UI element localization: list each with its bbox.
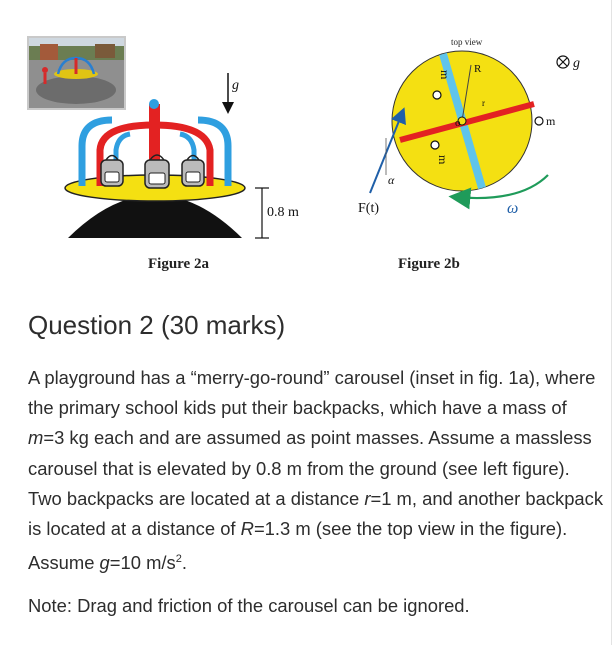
top-view-label: top view bbox=[451, 37, 483, 47]
radius-R-label: R bbox=[474, 63, 482, 75]
symbol-m: m bbox=[28, 427, 44, 449]
origin-label: o bbox=[455, 117, 461, 129]
backpack-icon bbox=[182, 156, 204, 187]
height-dimension-label: 0.8 m bbox=[267, 205, 299, 220]
symbol-R: R bbox=[240, 518, 254, 540]
omega-label: ω bbox=[507, 200, 519, 217]
carousel-top-view bbox=[358, 37, 580, 217]
question-text-part: A playground has a “merry-go-round” carousel (inset in fig. 1a), where the primary school kids put their backpacks, which have a mass of bbox=[28, 367, 596, 419]
question-block bbox=[28, 307, 608, 621]
radius-r-label: r bbox=[482, 98, 485, 108]
backpack-icon bbox=[101, 156, 123, 187]
mass-point-bottom bbox=[431, 141, 439, 149]
question-text-part: =1.3 m (see the top view in the figure). Assume bbox=[28, 518, 568, 574]
figure-2b-caption: Figure 2b bbox=[398, 256, 460, 272]
gravity-label-left: g bbox=[232, 78, 239, 93]
symbol-r: r bbox=[364, 487, 371, 509]
mass-label-right: m bbox=[546, 114, 556, 128]
question-figure bbox=[0, 0, 615, 290]
angle-alpha-label: α bbox=[388, 173, 395, 187]
gravity-into-page-icon bbox=[557, 56, 569, 68]
question-body bbox=[28, 363, 608, 579]
symbol-g: g bbox=[99, 552, 110, 574]
question-text-part: =10 m/s bbox=[109, 552, 176, 574]
question-note: Note: Drag and friction of the carousel can be ignored. bbox=[28, 594, 470, 616]
force-label: F(t) bbox=[358, 201, 379, 216]
mass-label-bottom: m bbox=[436, 155, 450, 165]
mass-point-right bbox=[535, 117, 543, 125]
force-arrow bbox=[370, 111, 403, 193]
mass-point-top bbox=[433, 91, 441, 99]
superscript-two: 2 bbox=[175, 553, 182, 566]
question-title: Question 2 (30 marks) bbox=[28, 310, 286, 340]
figure-2a-caption: Figure 2a bbox=[148, 256, 209, 272]
question-text-part: . bbox=[181, 552, 187, 574]
question-text-part: =1 m, and another backpack is located at a distance of bbox=[28, 487, 604, 540]
carousel-photo-inset bbox=[28, 37, 125, 109]
gravity-label-right: g bbox=[573, 56, 580, 71]
question-text-part: =3 kg each and are assumed as point masses. Assume a massless carousel that is elevated by 0.8 m from the ground (see left figure). Two backpacks are located at a distance bbox=[28, 427, 592, 509]
backpack-icon bbox=[145, 155, 169, 188]
mass-label-top: m bbox=[438, 70, 452, 80]
